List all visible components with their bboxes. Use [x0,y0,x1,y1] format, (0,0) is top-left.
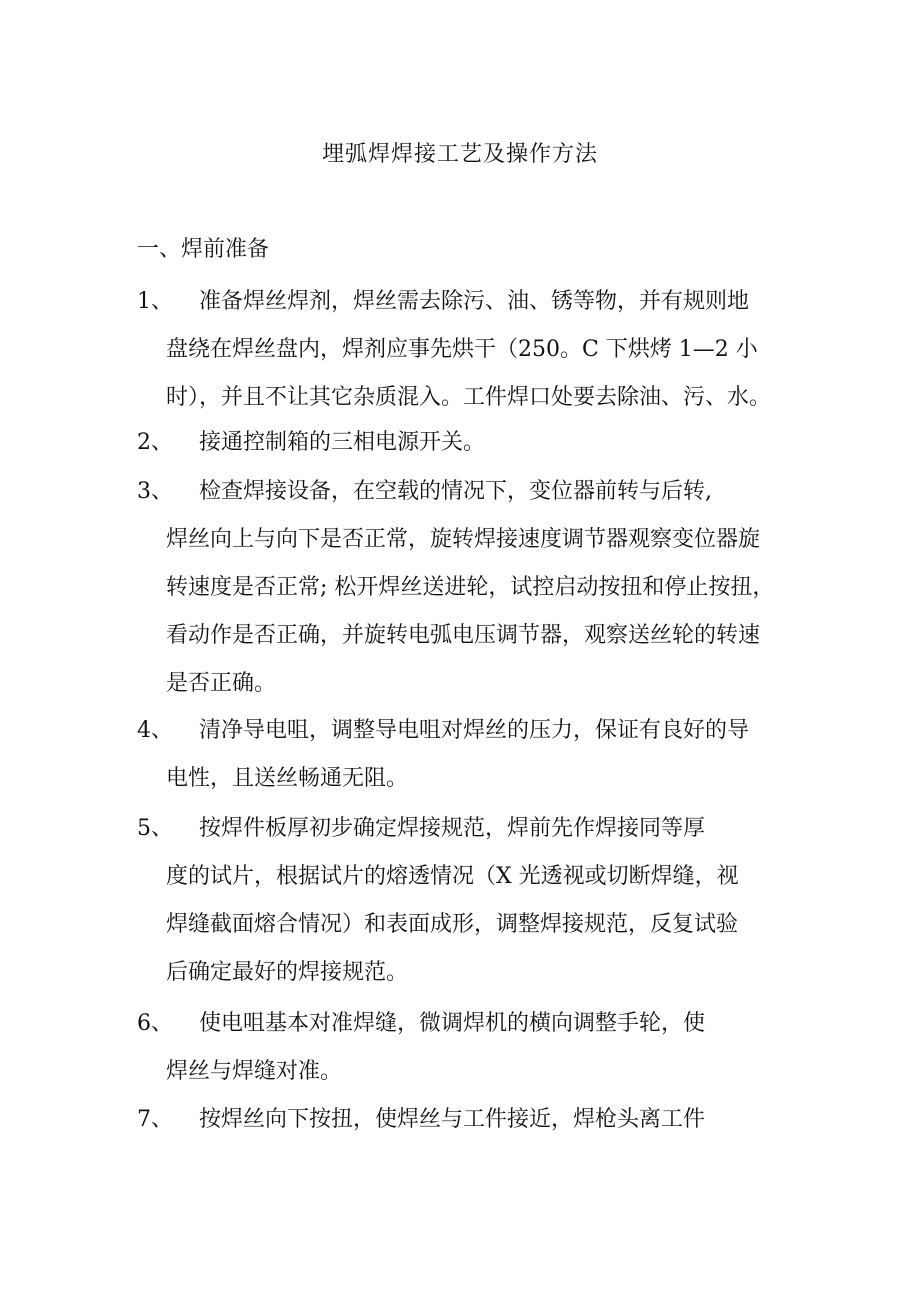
item-number: 5、 [137,816,173,841]
item-text-line: 检查焊接设备，在空载的情况下，变位器前转与后转, [199,479,712,504]
item-text-line: 按焊件板厚初步确定焊接规范，焊前先作焊接同等厚 [199,816,706,841]
document-title: 埋弧焊焊接工艺及操作方法 [321,142,598,167]
item-text-line: 清净导电咀，调整导电咀对焊丝的压力，保证有良好的导 [199,718,750,743]
item-text-line: 准备焊丝焊剂，焊丝需去除污、油、锈等物，并有规则地 [199,289,750,314]
item-text-line: 是否正确。 [166,671,277,696]
item-text-line: 度的试片，根据试片的熔透情况（X 光透视或切断焊缝，视 [166,864,739,889]
list-item [137,1009,787,1105]
item-text-line: 后确定最好的焊接规范。 [166,960,409,985]
list-item [137,428,787,476]
item-number: 1、 [137,289,173,314]
list-item [137,716,787,812]
item-text-line: 时），并且不让其它杂质混入。工件焊口处要去除油、污、水。 [166,385,772,410]
item-text-line: 按焊丝向下按扭，使焊丝与工件接近，焊枪头离工件 [199,1107,706,1132]
list-item [137,1105,787,1153]
item-number: 3、 [137,479,173,504]
item-text-line: 接通控制箱的三相电源开关。 [199,430,486,455]
list-item [137,814,787,1006]
item-number: 2、 [137,430,173,455]
item-number: 7、 [137,1107,173,1132]
item-number: 4、 [137,718,173,743]
item-text-line: 使电咀基本对准焊缝，微调焊机的横向调整手轮，使 [199,1011,706,1036]
list-item [137,287,787,431]
item-text-line: 焊丝向上与向下是否正常，旋转焊接速度调节器观察变位器旋 [166,527,761,552]
section-heading: 一、焊前准备 [137,237,270,262]
item-text-line: 看动作是否正确，并旋转电弧电压调节器，观察送丝轮的转速 [166,623,761,648]
item-text-line: 焊丝与焊缝对准。 [166,1059,343,1084]
item-text-line: 焊缝截面熔合情况）和表面成形，调整焊接规范，反复试验 [166,912,739,937]
item-text-line: 电性，且送丝畅通无阻。 [166,766,409,791]
item-number: 6、 [137,1011,173,1036]
item-text-line: 盘绕在焊丝盘内，焊剂应事先烘干（250。C 下烘烤 1—2 小 [166,337,758,362]
item-text-line: 转速度是否正常; 松开焊丝送进轮，试控启动按扭和停止按扭， [166,575,775,600]
list-item [137,477,787,717]
